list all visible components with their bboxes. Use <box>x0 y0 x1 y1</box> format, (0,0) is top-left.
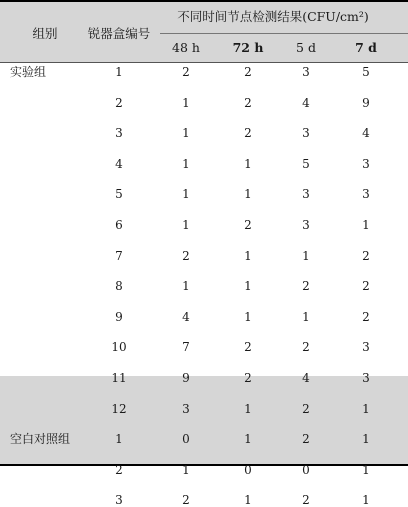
value-cell: 9 <box>362 95 370 110</box>
value-cell: 1 <box>244 309 252 324</box>
value-cell: 2 <box>244 95 252 110</box>
box-id-cell: 11 <box>111 371 127 385</box>
header-time-7d: 7 d <box>355 40 377 55</box>
value-cell: 2 <box>362 279 370 294</box>
value-cell: 1 <box>362 432 370 447</box>
value-cell: 2 <box>244 340 252 355</box>
value-cell: 3 <box>302 126 310 141</box>
box-id-cell: 12 <box>111 401 127 416</box>
value-cell: 1 <box>302 309 310 324</box>
box-id-cell: 4 <box>115 156 123 171</box>
value-cell: 3 <box>182 401 190 416</box>
box-id-cell: 1 <box>115 65 123 79</box>
value-cell: 3 <box>302 65 310 79</box>
value-cell: 2 <box>182 65 190 79</box>
box-id-cell: 3 <box>115 493 123 507</box>
box-id-cell: 10 <box>111 340 127 355</box>
value-cell: 2 <box>244 371 252 385</box>
box-id-cell: 9 <box>115 309 123 324</box>
value-cell: 2 <box>302 493 310 507</box>
value-cell: 4 <box>182 309 190 324</box>
box-id-cell: 8 <box>115 279 123 294</box>
value-cell: 3 <box>362 187 370 202</box>
value-cell: 1 <box>362 218 370 232</box>
header-span-title: 不同时间节点检测结果(CFU/cm²) <box>177 9 369 24</box>
value-cell: 0 <box>182 432 190 447</box>
value-cell: 5 <box>362 65 370 79</box>
value-cell: 4 <box>302 95 310 110</box>
value-cell: 3 <box>362 156 370 171</box>
value-cell: 1 <box>362 401 370 416</box>
group-label: 实验组 <box>10 65 47 79</box>
value-cell: 3 <box>362 340 370 355</box>
value-cell: 1 <box>182 95 190 110</box>
value-cell: 1 <box>182 218 190 232</box>
header-group: 组别 <box>32 26 58 41</box>
value-cell: 1 <box>182 187 190 202</box>
value-cell: 2 <box>302 432 310 447</box>
value-cell: 0 <box>244 462 252 477</box>
value-cell: 2 <box>244 218 252 232</box>
value-cell: 2 <box>244 126 252 141</box>
value-cell: 1 <box>302 248 310 263</box>
value-cell: 1 <box>182 279 190 294</box>
value-cell: 2 <box>182 248 190 263</box>
header-rule <box>0 62 408 63</box>
group-label: 空白对照组 <box>10 432 71 447</box>
value-cell: 2 <box>244 65 252 79</box>
value-cell: 1 <box>244 187 252 202</box>
header-time-5d: 5 d <box>296 40 316 55</box>
value-cell: 2 <box>182 493 190 507</box>
value-cell: 1 <box>244 156 252 171</box>
value-cell: 3 <box>302 218 310 232</box>
value-cell: 4 <box>302 371 310 385</box>
box-id-cell: 3 <box>115 126 123 141</box>
value-cell: 3 <box>302 187 310 202</box>
value-cell: 2 <box>362 248 370 263</box>
value-cell: 1 <box>182 462 190 477</box>
box-id-cell: 2 <box>115 95 123 110</box>
value-cell: 4 <box>362 126 370 141</box>
box-id-cell: 6 <box>115 218 123 232</box>
value-cell: 2 <box>302 401 310 416</box>
value-cell: 2 <box>302 340 310 355</box>
value-cell: 1 <box>244 401 252 416</box>
value-cell: 9 <box>182 371 190 385</box>
value-cell: 1 <box>244 248 252 263</box>
value-cell: 1 <box>244 279 252 294</box>
value-cell: 7 <box>182 340 190 355</box>
spanner-rule <box>160 33 408 34</box>
box-id-cell: 2 <box>115 462 123 477</box>
box-id-cell: 5 <box>115 187 123 202</box>
value-cell: 1 <box>244 432 252 447</box>
header-box-id: 锐器盒编号 <box>87 26 151 41</box>
value-cell: 2 <box>362 309 370 324</box>
value-cell: 2 <box>302 279 310 294</box>
value-cell: 1 <box>182 126 190 141</box>
value-cell: 1 <box>182 156 190 171</box>
value-cell: 1 <box>244 493 252 507</box>
value-cell: 0 <box>302 462 310 477</box>
header-time-48h: 48 h <box>172 40 200 55</box>
value-cell: 1 <box>362 493 370 507</box>
top-rule <box>0 0 408 2</box>
box-id-cell: 7 <box>115 248 123 263</box>
box-id-cell: 1 <box>115 432 123 447</box>
value-cell: 1 <box>362 462 370 477</box>
header-time-72h: 72 h <box>232 40 264 55</box>
value-cell: 5 <box>302 156 310 171</box>
control-group-background <box>0 376 408 466</box>
value-cell: 3 <box>362 371 370 385</box>
